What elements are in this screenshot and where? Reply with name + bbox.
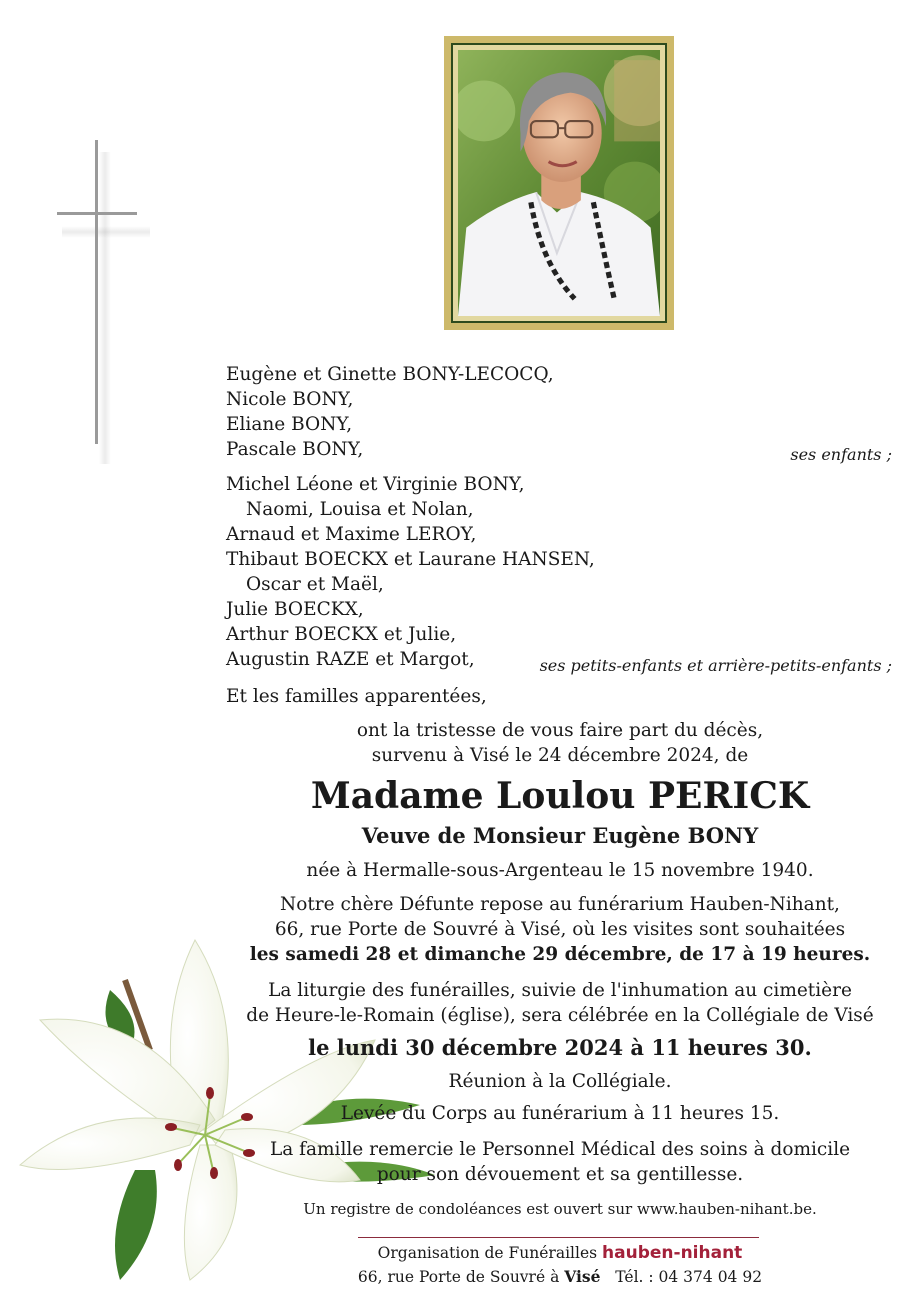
funeral-date: le lundi 30 décembre 2024 à 11 heures 30.	[308, 1035, 812, 1060]
address: 66, rue Porte de Souvré à	[357, 1268, 560, 1286]
footer-org	[260, 1241, 860, 1265]
cross-icon	[57, 212, 137, 215]
city: Visé	[564, 1267, 601, 1286]
family-member: Nicole BONY,	[226, 389, 354, 410]
footer-address	[260, 1265, 860, 1289]
announcement-line: survenu à Visé le 24 décembre 2024, de	[371, 745, 749, 766]
family-member: Oscar et Maël,	[246, 574, 384, 595]
cross-shadow	[99, 152, 111, 464]
announcement-line: ont la tristesse de vous faire part du décès,	[356, 720, 764, 741]
grandchildren-role: ses petits-enfants et arrière-petits-enfants ;	[539, 656, 892, 675]
visitation-block	[180, 892, 918, 967]
funeral-block	[180, 978, 918, 1028]
children-role: ses enfants ;	[790, 445, 892, 464]
meeting-line: Réunion à la Collégiale.	[448, 1071, 672, 1092]
registry-line: Un registre de condoléances est ouvert sur www.hauben-nihant.be.	[303, 1200, 817, 1218]
family-member: Augustin RAZE et Margot,	[226, 649, 475, 670]
funeral-line: de Heure-le-Romain (église), sera célébrée en la Collégiale de Visé	[246, 1005, 874, 1026]
thanks-block	[180, 1137, 918, 1187]
widow-line: Veuve de Monsieur Eugène BONY	[361, 823, 759, 848]
portrait-frame	[444, 36, 674, 330]
org-label: Organisation de Funérailles	[377, 1244, 598, 1262]
family-member: Naomi, Louisa et Nolan,	[246, 499, 474, 520]
thanks-line: La famille remercie le Personnel Médical des soins à domicile	[269, 1139, 851, 1160]
family-member: Eugène et Ginette BONY-LECOCQ,	[226, 364, 554, 385]
grandchildren-list	[226, 472, 595, 672]
family-member: Eliane BONY,	[226, 414, 353, 435]
visitation-times: les samedi 28 et dimanche 29 décembre, de 17 à 19 heures.	[249, 944, 871, 965]
family-member: Thibaut BOECKX et Laurane HANSEN,	[226, 549, 595, 570]
children-list	[226, 362, 554, 462]
deceased-name: Madame Loulou PERICK	[310, 775, 810, 817]
thanks-line: pour son dévouement et sa gentillesse.	[376, 1164, 744, 1185]
phone: Tél. : 04 374 04 92	[615, 1268, 763, 1286]
cross-shadow	[62, 226, 150, 238]
portrait-photo	[458, 50, 660, 316]
brand-logo: hauben-nihant	[602, 1243, 743, 1263]
family-member: Pascale BONY,	[226, 439, 364, 460]
family-member: Arnaud et Maxime LEROY,	[226, 524, 477, 545]
footer-divider	[358, 1237, 759, 1238]
visitation-line: Notre chère Défunte repose au funérarium Hauben-Nihant,	[280, 894, 840, 915]
cross-icon	[95, 140, 98, 444]
family-member: Arthur BOECKX et Julie,	[226, 624, 457, 645]
visitation-line: 66, rue Porte de Souvré à Visé, où les visites sont souhaitées	[274, 919, 846, 940]
birth-line: née à Hermalle-sous-Argenteau le 15 novembre 1940.	[306, 860, 814, 881]
family-member: Julie BOECKX,	[226, 599, 364, 620]
related-families: Et les familles apparentées,	[226, 686, 487, 707]
announcement	[180, 718, 918, 768]
funeral-line: La liturgie des funérailles, suivie de l'inhumation au cimetière	[268, 980, 852, 1001]
levee-line: Levée du Corps au funérarium à 11 heures 15.	[340, 1103, 780, 1124]
family-member: Michel Léone et Virginie BONY,	[226, 474, 525, 495]
